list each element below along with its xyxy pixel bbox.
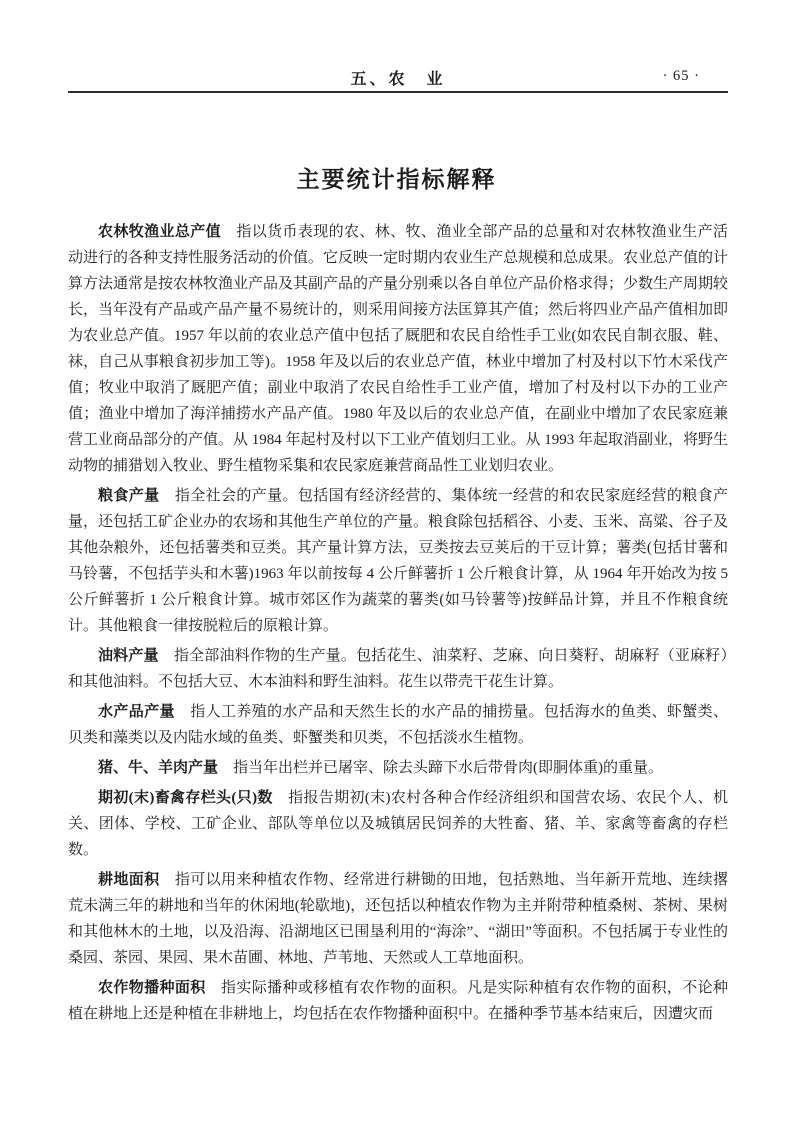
indicator-definition: 指当年出栏并已屠宰、除去头蹄下水后带骨肉(即胴体重)的重量。: [233, 760, 664, 776]
indicator-term: 期初(末)畜禽存栏头(只)数: [98, 790, 273, 806]
page-title: 主要统计指标解释: [296, 167, 497, 192]
indicator-paragraph: [68, 975, 728, 1027]
indicator-paragraph: [68, 867, 728, 971]
indicator-definition: 指全部油料作物的生产量。包括花生、油菜籽、芝麻、向日葵籽、胡麻籽（亚麻籽）和其他油料。不包括大豆、木本油料和野生油料。花生以带壳干花生计算。: [68, 648, 728, 690]
indicator-definition: 指以货币表现的农、林、牧、渔业全部产品的总量和对农林牧渔业生产活动进行的各种支持性服务活动的价值。它反映一定时期内农业生产总规模和总成果。农业总产值的计算方法通常是按农林牧渔业产品及其副产品的产量分别乘以各自单位产品价格求得；少数生产周期较长，当年没有产品或产品产量不易统计的，则采用间接方法匡算其产值；然后将四业产品产值相加即为农业总产值。1957 年以前的农业总产值中包括了厩肥和农民自给性手工业(如农民自制衣服、鞋、袜，自己从事粮食初步加工等)。1958 年及以后的农业总产值，林业中增加了村及村以下竹木采伐产值；牧业中取消了厩肥产值；副业中取消了农民自给性手工业产值，增加了村及村以下办的工业产值；渔业中增加了海洋捕捞水产品产值。1980 年及以后的农业总产值，在副业中增加了农民家庭兼营工业商品部分的产值。从 1984 年起村及村以下工业产值划归工业。从 1993 年起取消副业，将野生动物的捕猎划入牧业、野生植物采集和农民家庭兼营商品性工业划归农业。: [68, 224, 729, 474]
indicator-term: 粮食产量: [98, 488, 160, 504]
body-text: [68, 219, 728, 1031]
indicator-definition: 指报告期初(末)农村各种合作经济组织和国营农场、农民个人、机关、团体、学校、工矿企业、部队等单位以及城镇居民饲养的大牲畜、猪、羊、家禽等畜禽的存栏数。: [68, 790, 728, 858]
indicator-paragraph: [68, 785, 728, 863]
indicator-term: 农林牧渔业总产值: [98, 224, 221, 240]
indicator-term: 耕地面积: [98, 872, 160, 888]
page-number: · 65 ·: [662, 68, 700, 84]
indicator-paragraph: [68, 483, 728, 639]
running-header-section-title: 五、农 业: [350, 71, 446, 88]
header-rule: [68, 91, 728, 93]
indicator-definition: 指实际播种或移植有农作物的面积。凡是实际种植有农作物的面积，不论种植在耕地上还是种植在非耕地上，均包括在农作物播种面积中。在播种季节基本结束后，因遭灾而: [68, 980, 728, 1022]
indicator-definition: 指人工养殖的水产品和天然生长的水产品的捕捞量。包括海水的鱼类、虾蟹类、贝类和藻类以及内陆水域的鱼类、虾蟹类和贝类，不包括淡水生植物。: [68, 704, 728, 746]
indicator-term: 水产品产量: [98, 704, 175, 720]
indicator-term: 农作物播种面积: [98, 980, 206, 996]
indicator-term: 油料产量: [98, 648, 159, 664]
page-header: [68, 66, 728, 90]
indicator-paragraph: [68, 643, 728, 695]
indicator-definition: 指全社会的产量。包括国有经济经营的、集体统一经营的和农民家庭经营的粮食产量，还包括工矿企业办的农场和其他生产单位的产量。粮食除包括稻谷、小麦、玉米、高粱、谷子及其他杂粮外，还包括薯类和豆类。其产量计算方法，豆类按去豆荚后的干豆计算；薯类(包括甘薯和马铃薯，不包括芋头和木薯)1963 年以前按每 4 公斤鲜薯折 1 公斤粮食计算，从 1964 年开始改为按 5 公斤鲜薯折 1 公斤粮食计算。城市郊区作为蔬菜的薯类(如马铃薯等)按鲜品计算，并且不作粮食统计。其他粮食一律按脱粒后的原粮计算。: [68, 488, 729, 634]
indicator-definition: 指可以用来种植农作物、经常进行耕锄的田地，包括熟地、当年新开荒地、连续撂荒未满三年的耕地和当年的休闲地(轮歇地)，还包括以种植农作物为主并附带种植桑树、茶树、果树和其他林木的土地，以及沿海、沿湖地区已围垦利用的“海涂”、“湖田”等面积。不包括属于专业性的桑园、茶园、果园、果木苗圃、林地、芦苇地、天然或人工草地面积。: [68, 872, 728, 966]
indicator-paragraph: [68, 699, 728, 751]
indicator-paragraph: [68, 219, 728, 479]
indicator-paragraph: [68, 755, 728, 781]
indicator-term: 猪、牛、羊肉产量: [98, 760, 219, 776]
